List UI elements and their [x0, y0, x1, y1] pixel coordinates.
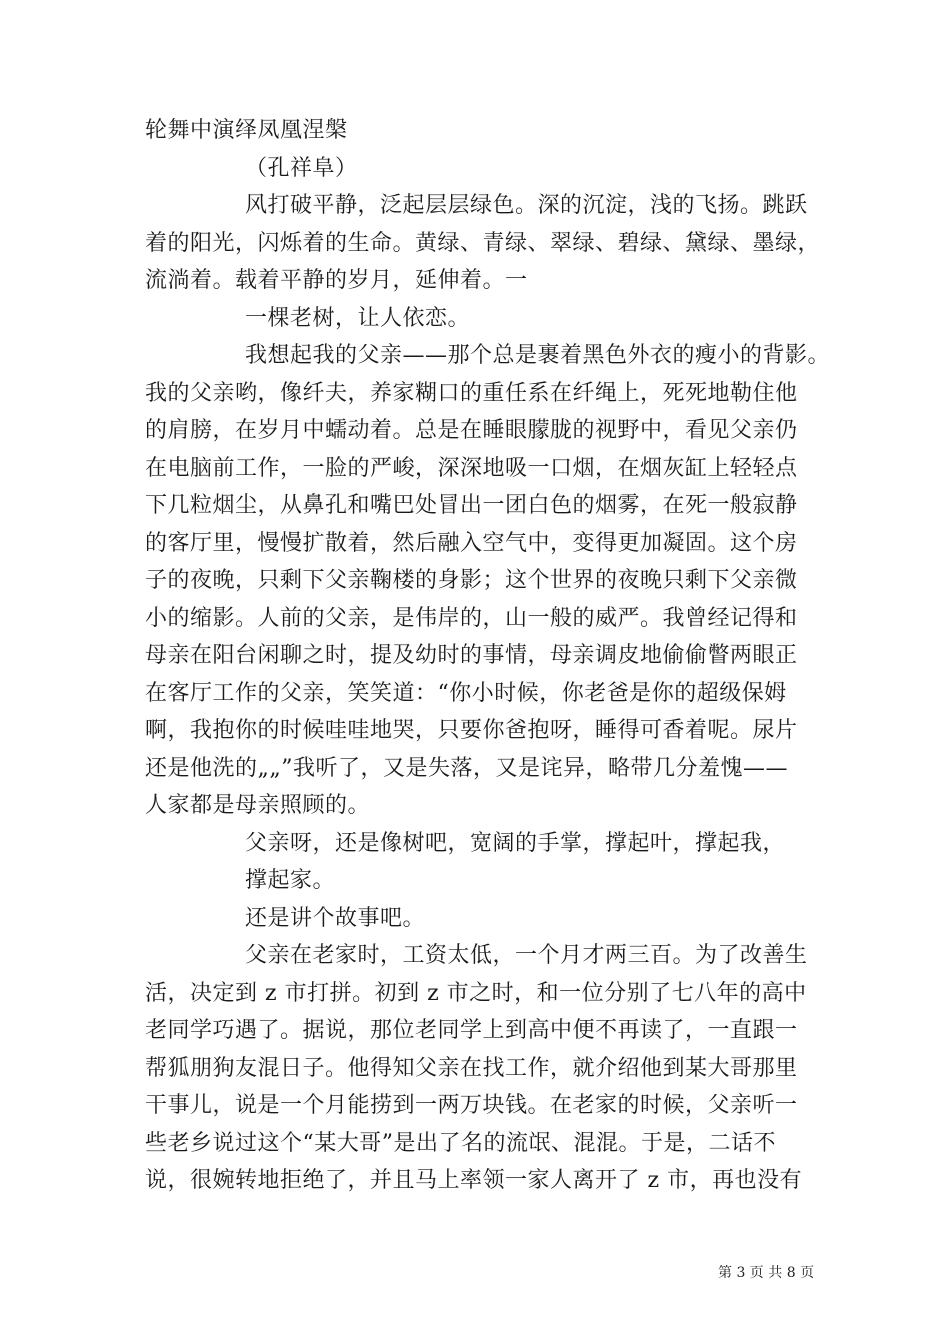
text-line: 撑起家。	[245, 868, 336, 893]
text-line: 还是他洗的„„”我听了，又是失落，又是诧异，略带几分羞愧——	[145, 755, 789, 781]
text-line: 我想起我的父亲——那个总是裹着黑色外衣的瘦小的背影。	[245, 343, 831, 368]
text-line: 老同学巧遇了。据说，那位老同学上到高中便不再读了，一直跟一	[145, 1018, 798, 1043]
text-line: 风打破平静，泛起层层绿色。深的沉淀，浅的飞扬。跳跃	[245, 193, 808, 218]
text-line: 一棵老树，让人依恋。	[245, 305, 471, 331]
text-line: 小的缩影。人前的父亲，是伟岸的，山一般的威严。我曾经记得和	[145, 605, 798, 631]
document-body	[145, 112, 831, 1200]
text-line: 还是讲个故事吧。	[245, 905, 426, 931]
text-line: 着的阳光，闪烁着的生命。黄绿、青绿、翠绿、碧绿、黛绿、墨绿，	[145, 230, 821, 256]
text-line: 父亲呀，还是像树吧，宽阔的手掌，撑起叶，撑起我，	[245, 830, 786, 856]
document-author: （孔祥阜）	[245, 155, 358, 181]
text-line: 活，决定到 z 市打拼。初到 z 市之时，和一位分别了七八年的高中	[145, 980, 807, 1006]
text-line: 人家都是母亲照顾的。	[145, 793, 371, 818]
text-line: 母亲在阳台闲聊之时，提及幼时的事情，母亲调皮地偷偷瞥两眼正	[145, 643, 798, 668]
text-line: 啊，我抱你的时候哇哇地哭，只要你爸抱呀，睡得可香着呢。尿片	[145, 718, 798, 743]
text-line: 的客厅里，慢慢扩散着，然后融入空气中，变得更加凝固。这个房	[145, 530, 798, 556]
page-number: 第 3 页 共 8 页	[718, 1265, 815, 1281]
text-line: 子的夜晚，只剩下父亲鞠楼的身影；这个世界的夜晚只剩下父亲微	[145, 568, 798, 593]
text-line: 父亲在老家时，工资太低，一个月才两三百。为了改善生	[245, 943, 808, 968]
text-line: 的肩膀，在岁月中蠕动着。总是在睡眼朦胧的视野中，看见父亲仍	[145, 418, 798, 443]
text-line: 帮狐朋狗友混日子。他得知父亲在找工作，就介绍他到某大哥那里	[145, 1055, 798, 1081]
text-line: 些老乡说过这个“某大哥”是出了名的流氓、混混。于是，二话不	[145, 1130, 776, 1156]
document-title: 轮舞中演绎凤凰涅槃	[145, 118, 348, 143]
text-line: 下几粒烟尘，从鼻孔和嘴巴处冒出一团白色的烟雾，在死一般寂静	[145, 493, 798, 518]
text-line: 在电脑前工作，一脸的严峻，深深地吸一口烟，在烟灰缸上轻轻点	[145, 455, 798, 481]
text-line: 在客厅工作的父亲，笑笑道：“你小时候，你老爸是你的超级保姆	[145, 680, 787, 706]
text-line: 干事儿，说是一个月能捞到一两万块钱。在老家的时候，父亲听一	[145, 1093, 798, 1118]
text-line: 流淌着。载着平静的岁月，延伸着。一	[145, 268, 528, 293]
text-line: 我的父亲哟，像纤夫，养家糊口的重任系在纤绳上，死死地勒住他	[145, 380, 798, 406]
text-line: 说，很婉转地拒绝了，并且马上率领一家人离开了 z 市，再也没有	[145, 1168, 803, 1193]
